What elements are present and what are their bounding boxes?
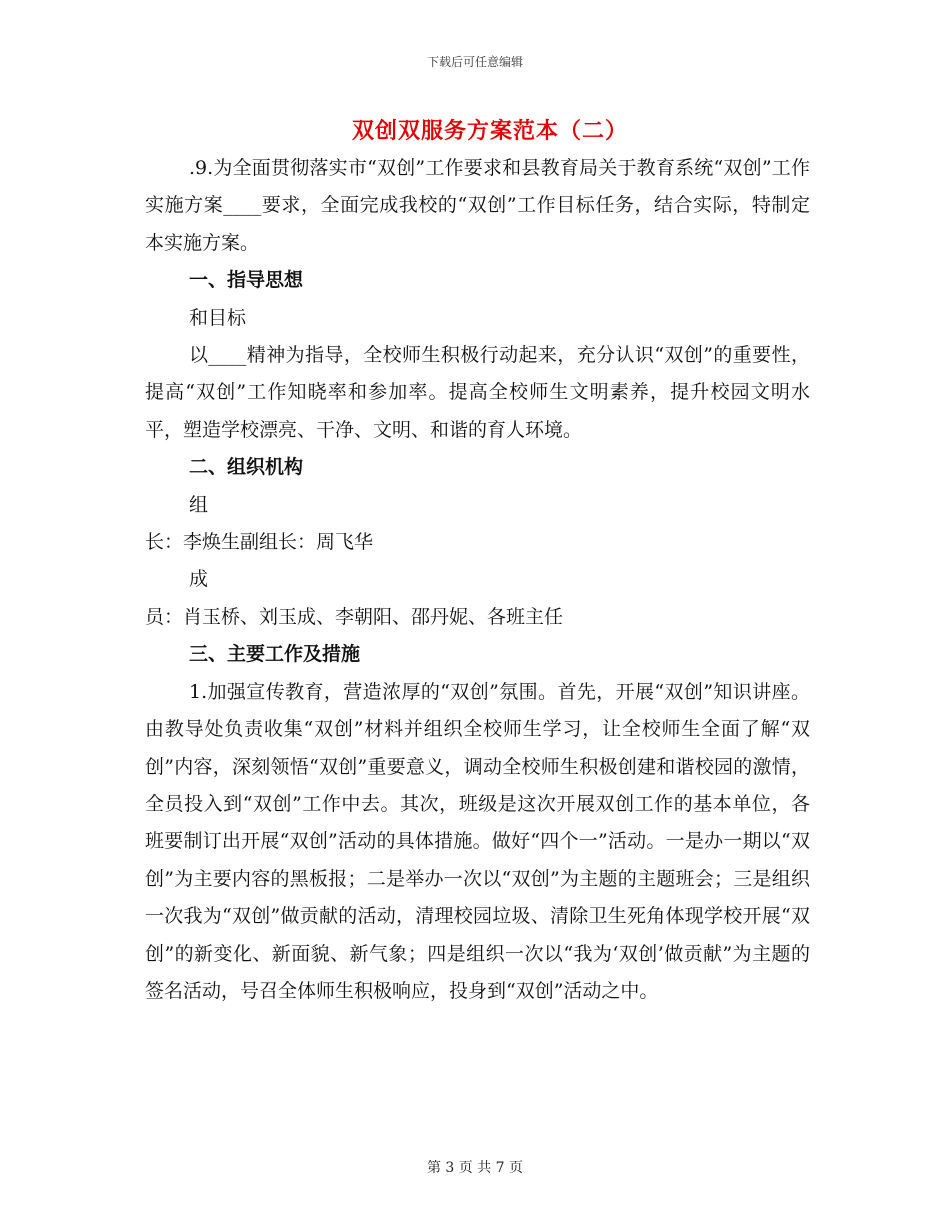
section-heading-measures: 三、主要工作及措施 [189,643,361,666]
leader-label: 组 [189,493,209,516]
leader-line: 长：李焕生副组长：周飞华 [145,531,374,554]
goal-label: 和目标 [189,306,247,329]
document-title: 双创双服务方案范本（二） [351,118,628,144]
page-header: 下载后可任意编辑 [426,55,523,69]
member-label: 成 [189,568,209,591]
section-heading-guiding: 一、指导思想 [189,269,304,292]
goal-paragraph: 以____精神为指导，全校师生积极行动起来，充分认识“双创”的重要性，提高“双创”工作知晓率和参加率。提高全校师生文明素养，提升校园文明水平，塑造学校漂亮、干净、文明、和谐的育人环境。 [145,344,810,441]
member-line: 员：肖玉桥、刘玉成、李朝阳、邵丹妮、各班主任 [145,605,564,628]
section-heading-organization: 二、组织机构 [189,456,304,479]
document-body [145,150,810,1010]
measure-paragraph-1: 1.加强宣传教育，营造浓厚的“双创”氛围。首先，开展“双创”知识讲座。由教导处负责收集“双创”材料并组织全校师生学习，让全校师生全面了解“双创”内容，深刻领悟“双创”重要意义，调动全校师生积极创建和谐校园的激情，全员投入到“双创”工作中去。其次，班级是这次开展双创工作的基本单位，各班要制订出开展“双创”活动的具体措施。做好“四个一”活动。一是办一期以“双创”为主要内容的黑板报；二是举办一次以“双创”为主题的主题班会；三是组织一次我为“双创”做贡献的活动，清理校园垃圾、清除卫生死角体现学校开展“双创”的新变化、新面貌、新气象；四是组织一次以“我为‘双创’做贡献”为主题的签名活动，号召全体师生积极响应，投身到“双创”活动之中。 [145,680,810,1002]
intro-paragraph: .9.为全面贯彻落实市“双创”工作要求和县教育局关于教育系统“双创”工作实施方案____要求，全面完成我校的“双创”工作目标任务，结合实际，特制定本实施方案。 [145,157,810,254]
page-footer: 第 3 页 共 7 页 [426,1160,524,1176]
